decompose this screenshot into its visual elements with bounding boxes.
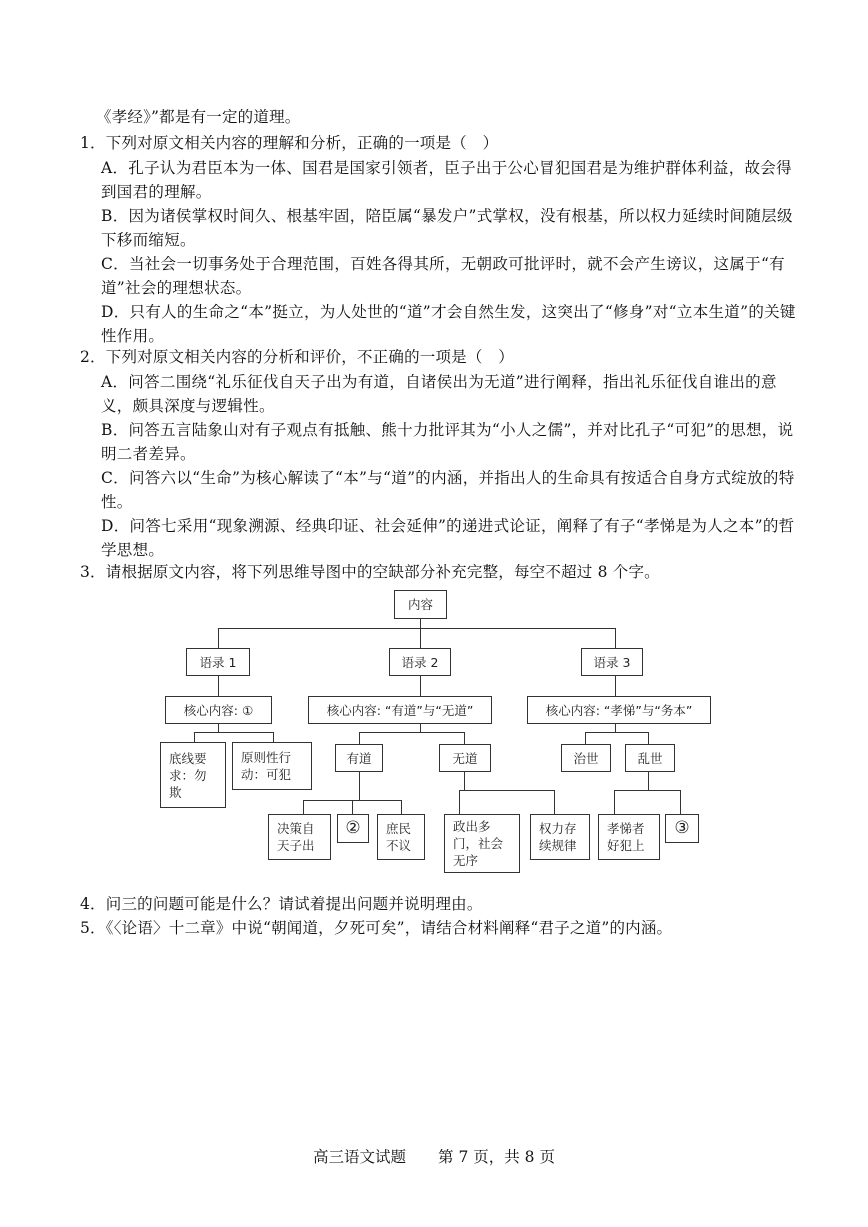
mindmap-yulu-1: 语录 1 xyxy=(186,648,250,676)
mindmap-blank-3: ③ xyxy=(665,814,699,843)
q2-option-d: D．问答七采用“现象溯源、经典印证、社会延伸”的递进式论证，阐释了有子“孝悌是为人之本”的哲学思想。 xyxy=(101,517,795,559)
connector xyxy=(218,724,219,732)
connector xyxy=(194,732,195,742)
connector xyxy=(648,732,649,744)
connector xyxy=(420,628,421,648)
footer-title: 高三语文试题 xyxy=(313,1148,407,1166)
connector xyxy=(459,790,460,814)
connector xyxy=(615,676,616,696)
connector xyxy=(420,724,421,732)
connector xyxy=(218,676,219,696)
mindmap-core-3: 核心内容: “孝悌”与“务本” xyxy=(527,696,711,724)
mindmap-leaf-zhengchu: 政出多门，社会无序 xyxy=(444,814,520,873)
q2-stem: 2．下列对原文相关内容的分析和评价，不正确的一项是（ ） xyxy=(80,348,514,366)
q1-option-a: A．孔子认为君臣本为一体、国君是国家引领者，臣子出于公心冒犯国君是为维护群体利益，故会得到国君的理解。 xyxy=(101,159,792,201)
q1-option-c: C．当社会一切事务处于合理范围，百姓各得其所，无朝政可批评时，就不会产生谤议，这属于“有道”社会的理想状态。 xyxy=(101,255,785,297)
q1-option-d: D．只有人的生命之“本”挺立，为人处世的“道”才会自然生发，这突出了“修身”对“立本生道”的关键性作用。 xyxy=(101,303,796,345)
q1-stem: 1．下列对原文相关内容的理解和分析，正确的一项是（ ） xyxy=(80,134,499,152)
mindmap-leaf-dixian: 底线要求：勿欺 xyxy=(160,742,226,808)
mindmap-blank-2: ② xyxy=(337,814,369,843)
footer-page-number: 第 7 页，共 8 页 xyxy=(438,1148,555,1166)
connector xyxy=(614,790,615,814)
connector xyxy=(218,628,219,648)
connector xyxy=(459,790,555,791)
connector xyxy=(359,772,360,800)
connector xyxy=(352,800,353,814)
connector xyxy=(273,732,274,742)
mindmap-leaf-juece: 决策自天子出 xyxy=(268,814,331,860)
mindmap-yulu-3: 语录 3 xyxy=(581,648,643,676)
connector xyxy=(554,790,555,814)
mindmap-leaf-quanli: 权力存续规律 xyxy=(530,814,590,860)
connector xyxy=(615,628,616,648)
mindmap-leaf-xiaoti: 孝悌者好犯上 xyxy=(598,814,660,860)
connector xyxy=(585,732,586,744)
mindmap-leaf-yuanze: 原则性行动：可犯 xyxy=(232,742,312,790)
connector xyxy=(420,619,421,628)
q5-stem: 5．《〈论语〉十二章》中说“朝闻道，夕死可矣”，请结合材料阐释“君子之道”的内涵。 xyxy=(80,919,673,937)
q2-option-b: B．问答五言陆象山对有子观点有抵触、熊十力批评其为“小人之儒”，并对比孔子“可犯”的思想，说明二者差异。 xyxy=(101,421,794,463)
q2-option-a: A．问答二围绕“礼乐征伐自天子出为有道，自诸侯出为无道”进行阐释，指出礼乐征伐自谁出的意义，颇具深度与逻辑性。 xyxy=(101,373,777,415)
connector xyxy=(194,732,274,733)
connector xyxy=(303,800,304,814)
connector xyxy=(680,790,681,814)
mind-map xyxy=(0,580,868,870)
intro-line: 《孝经》”都是有一定的道理。 xyxy=(96,108,301,126)
connector xyxy=(359,732,465,733)
mindmap-core-1: 核心内容: ① xyxy=(165,696,272,724)
q3-stem: 3．请根据原文内容，将下列思维导图中的空缺部分补充完整，每空不超过 8 个字。 xyxy=(80,563,660,581)
mindmap-core-2: 核心内容: “有道”与“无道” xyxy=(308,696,492,724)
connector xyxy=(464,732,465,744)
mindmap-leaf-shumin: 庶民不议 xyxy=(377,814,425,860)
mindmap-yulu-2: 语录 2 xyxy=(389,648,451,676)
mindmap-youdao: 有道 xyxy=(335,744,383,772)
q4-stem: 4．问三的问题可能是什么？请试着提出问题并说明理由。 xyxy=(80,895,483,913)
connector xyxy=(585,732,649,733)
mindmap-zhishi: 治世 xyxy=(561,744,611,772)
connector xyxy=(359,732,360,744)
page-footer xyxy=(0,1146,868,1168)
connector xyxy=(420,676,421,696)
mindmap-wudao: 无道 xyxy=(439,744,491,772)
connector xyxy=(648,772,649,790)
connector xyxy=(614,790,681,791)
q1-option-b: B．因为诸侯掌权时间久、根基牢固，陪臣属“暴发户”式掌权，没有根基，所以权力延续时间随层级下移而缩短。 xyxy=(101,207,793,249)
q2-option-c: C．问答六以“生命”为核心解读了“本”与“道”的内涵，并指出人的生命具有按适合自身方式绽放的特性。 xyxy=(101,469,795,511)
connector xyxy=(464,772,465,790)
connector xyxy=(615,724,616,732)
connector xyxy=(401,800,402,814)
mindmap-root: 内容 xyxy=(394,590,447,619)
mindmap-luanshi: 乱世 xyxy=(625,744,675,772)
connector xyxy=(218,628,616,629)
